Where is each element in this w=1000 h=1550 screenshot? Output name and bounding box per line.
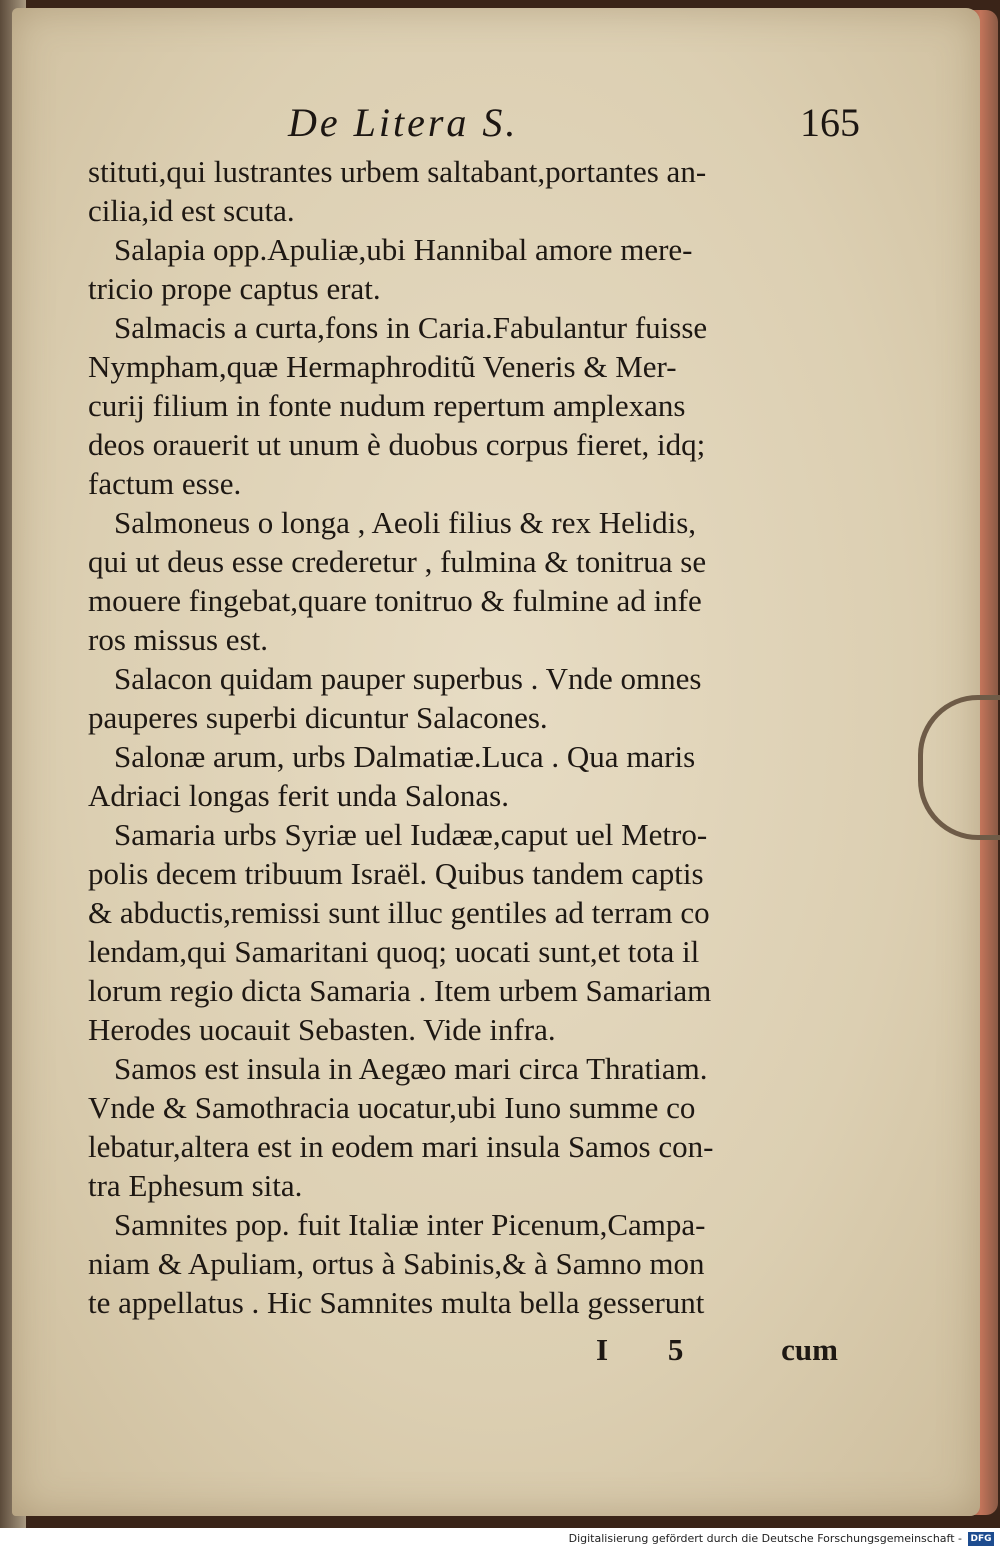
signature-mark: I 5	[596, 1332, 710, 1367]
text-line: lorum regio dicta Samaria . Item urbem Samariam	[88, 973, 712, 1008]
text-line: lendam,qui Samaritani quoq; uocati sunt,et tota il	[88, 934, 700, 969]
text-line: curij filium in fonte nudum repertum amplexans	[88, 388, 686, 423]
text-line: & abductis,remissi sunt illuc gentiles ad terram co	[88, 895, 710, 930]
credit-bar	[0, 1528, 1000, 1550]
text-line: tra Ephesum sita.	[88, 1168, 303, 1203]
text-line: cilia,id est scuta.	[88, 193, 295, 228]
text-line: Samos est insula in Aegæo mari circa Thratiam.	[114, 1051, 708, 1086]
text-line: polis decem tribuum Israël. Quibus tandem captis	[88, 856, 704, 891]
text-line: Adriaci longas ferit unda Salonas.	[88, 778, 509, 813]
funding-credit: Digitalisierung gefördert durch die Deutsche Forschungsgemeinschaft -	[568, 1532, 962, 1545]
page-number: 165	[800, 100, 860, 145]
text-line: lebatur,altera est in eodem mari insula Samos con-	[88, 1129, 714, 1164]
text-line: Vnde & Samothracia uocatur,ubi Iuno summe co	[88, 1090, 696, 1125]
text-line: Salmoneus o longa , Aeoli filius & rex Helidis,	[114, 505, 697, 540]
page-footer	[88, 1330, 838, 1370]
text-line: mouere fingebat,quare tonitruo & fulmine ad infe	[88, 583, 702, 618]
text-line: te appellatus . Hic Samnites multa bella gesserunt	[88, 1285, 705, 1320]
text-line: Samaria urbs Syriæ uel Iudææ,caput uel Metro-	[114, 817, 708, 852]
text-line: factum esse.	[88, 466, 242, 501]
text-line: Nympham,quæ Hermaphroditũ Veneris & Mer-	[88, 349, 677, 384]
text-line: ros missus est.	[88, 622, 268, 657]
text-line: qui ut deus esse crederetur , fulmina & tonitrua se	[88, 544, 707, 579]
text-line: Herodes uocauit Sebasten. Vide infra.	[88, 1012, 556, 1047]
running-title: De Litera S.	[288, 100, 519, 145]
catchword: cum	[781, 1332, 838, 1367]
dfg-logo-icon: DFG	[968, 1532, 994, 1546]
text-line: pauperes superbi dicuntur Salacones.	[88, 700, 548, 735]
text-line: niam & Apuliam, ortus à Sabinis,& à Samno mon	[88, 1246, 705, 1281]
text-line: Salonæ arum, urbs Dalmatiæ.Luca . Qua maris	[114, 739, 696, 774]
body-text	[88, 152, 838, 1322]
text-line: Salapia opp.Apuliæ,ubi Hannibal amore mere-	[114, 232, 693, 267]
text-line: Salacon quidam pauper superbus . Vnde omnes	[114, 661, 702, 696]
text-line: stituti,qui lustrantes urbem saltabant,portantes an-	[88, 154, 707, 189]
text-line: deos orauerit ut unum è duobus corpus fieret, idq;	[88, 427, 706, 462]
text-line: Samnites pop. fuit Italiæ inter Picenum,Campa-	[114, 1207, 706, 1242]
text-line: tricio prope captus erat.	[88, 271, 381, 306]
page-header	[80, 98, 860, 148]
text-line: Salmacis a curta,fons in Caria.Fabulantur fuisse	[114, 310, 708, 345]
